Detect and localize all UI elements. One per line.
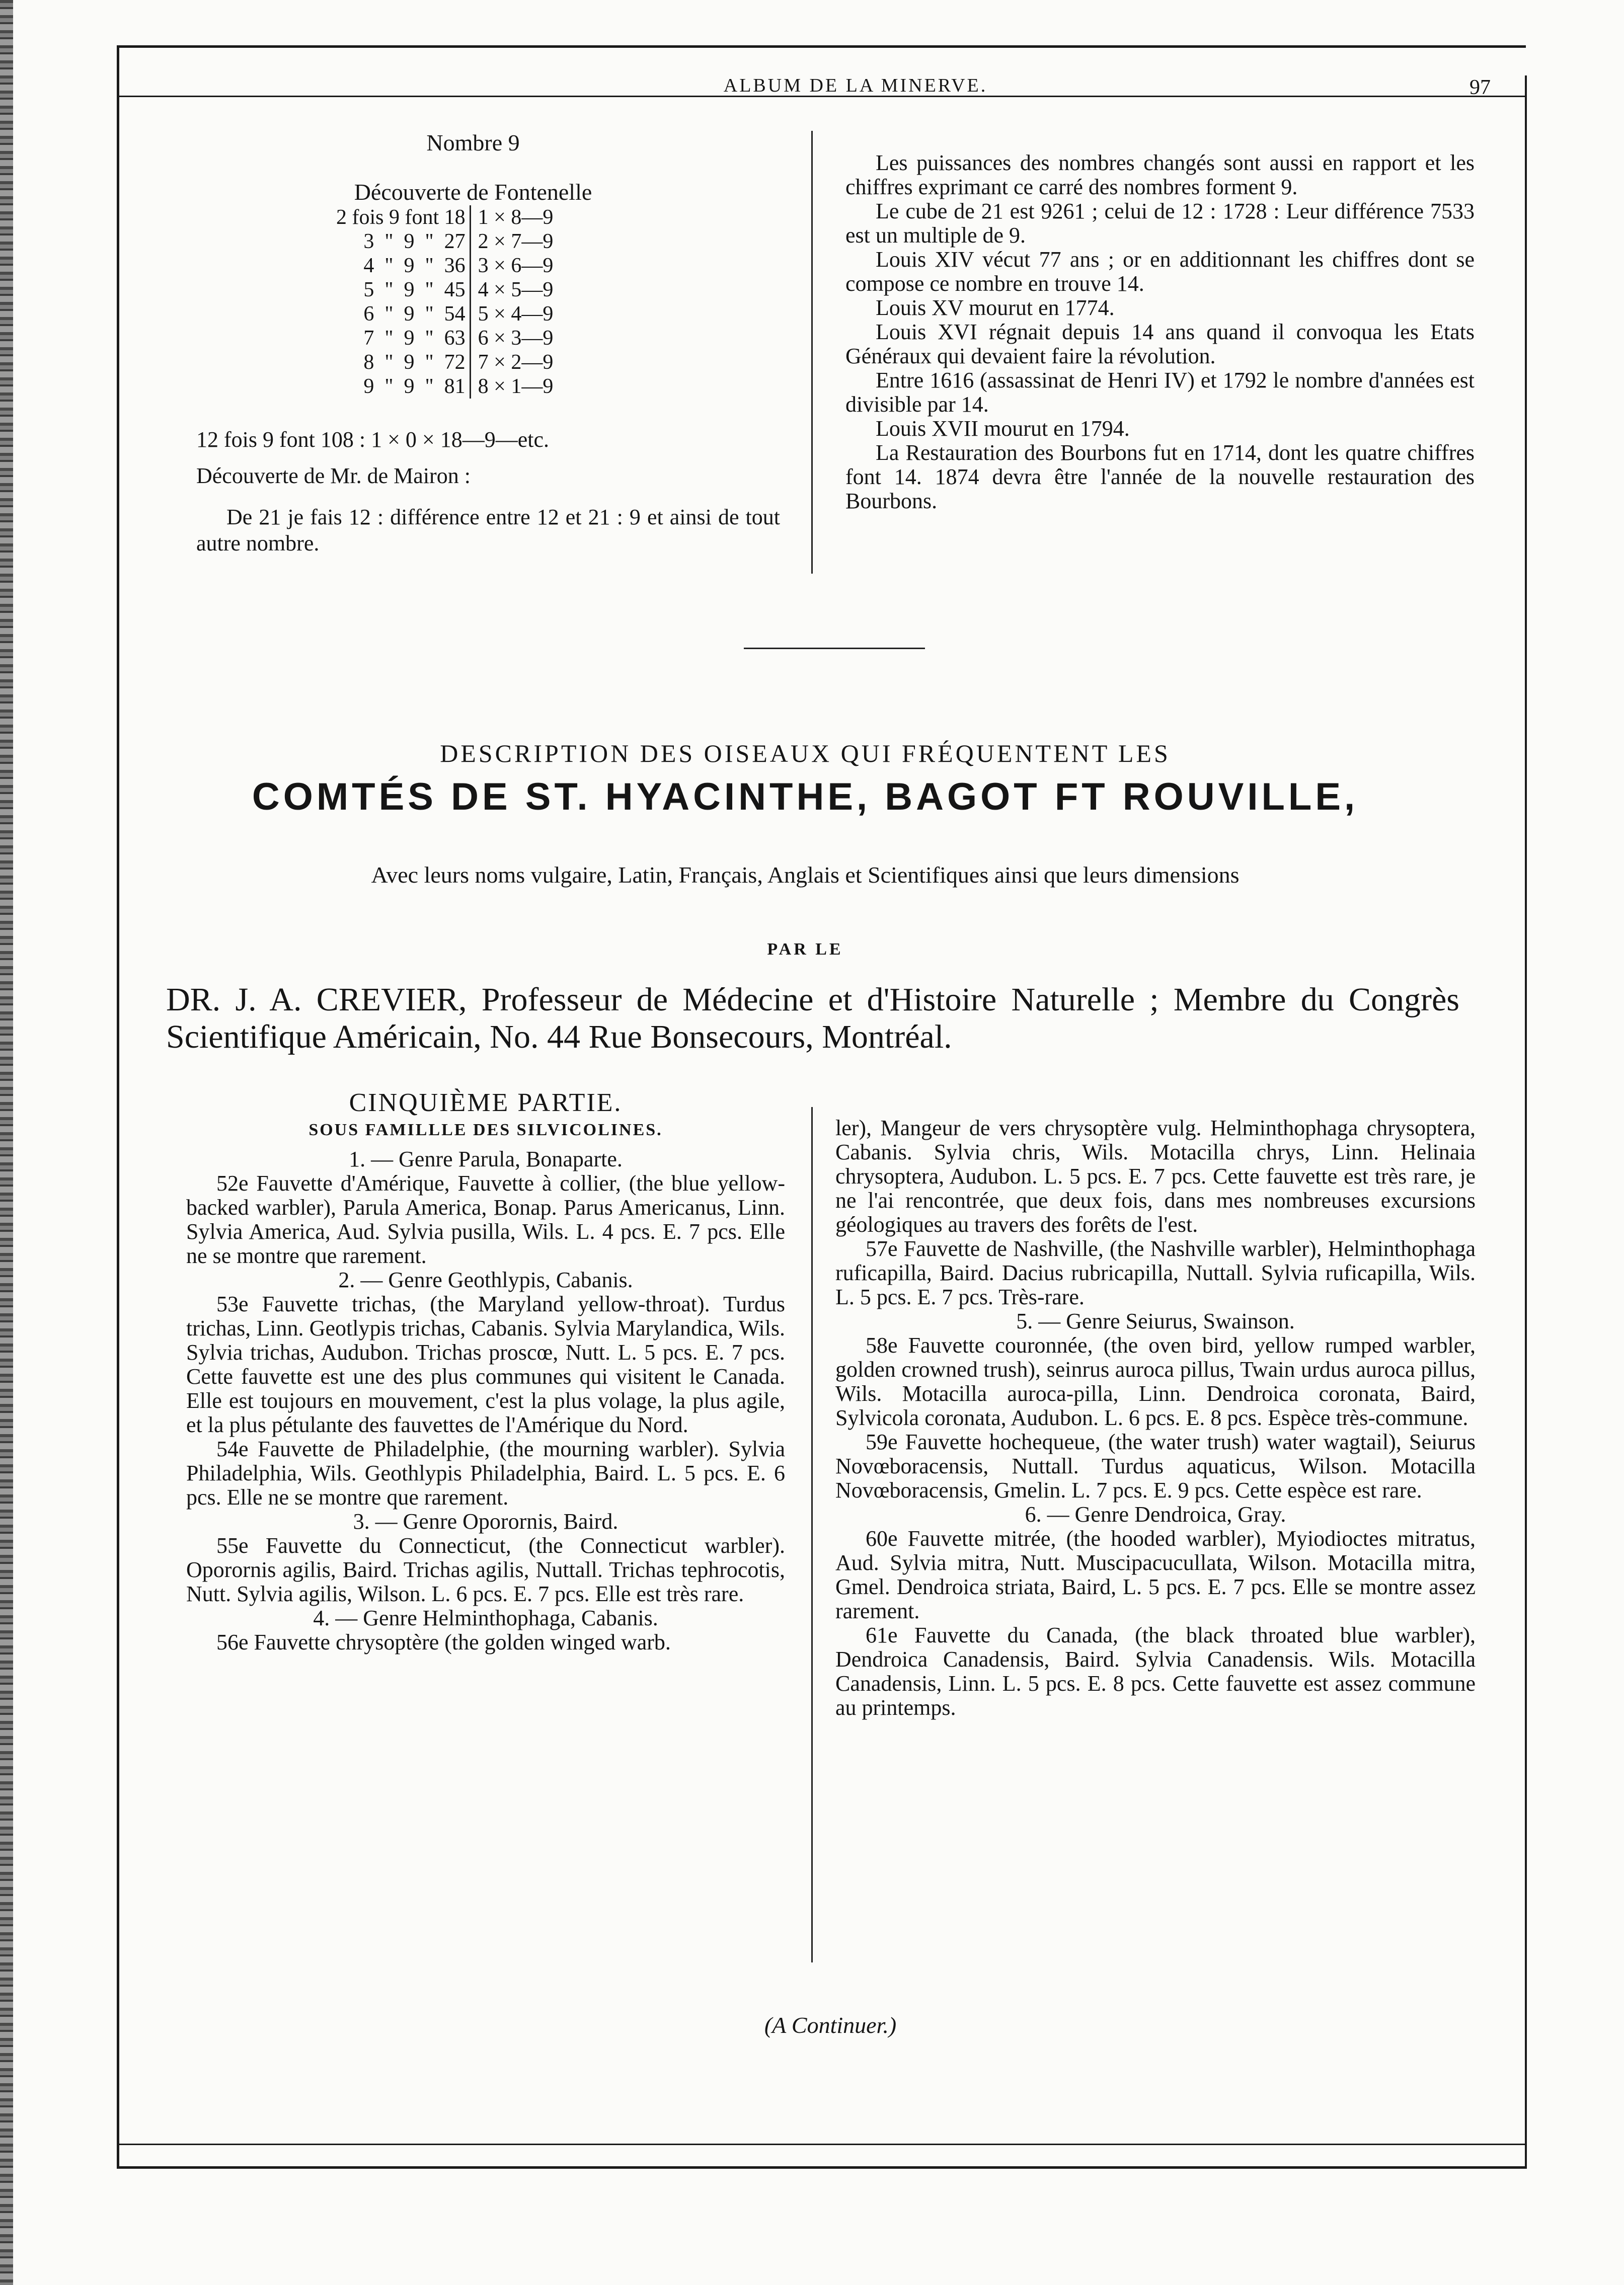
table-cell-right: 6 × 3—9 (470, 326, 557, 350)
nombre9-subtitle: Découverte de Fontenelle (354, 179, 592, 205)
section-separator (744, 648, 925, 649)
paragraph: Louis XIV vécut 77 ans ; or en additionnant les chiffres dont se compose ce nombre en trouve 14. (845, 247, 1475, 296)
line-12-fois: 12 fois 9 font 108 : 1 × 0 × 18—9—etc. (196, 427, 550, 452)
paragraph: Louis XV mourut en 1774. (876, 295, 1115, 320)
mairon-text: De 21 je fais 12 : différence entre 12 et 21 : 9 et ainsi de tout autre nombre. (196, 505, 780, 556)
table-row (332, 229, 557, 254)
frame-top-rule (117, 45, 1526, 48)
genre-heading: 6. — Genre Dendroica, Gray. (1025, 1502, 1286, 1527)
nombre9-heading (196, 130, 750, 205)
table-row (332, 205, 557, 229)
par-le: PAR LE (767, 940, 843, 959)
author-line: DR. J. A. CREVIER, Professeur de Médecine et d'Histoire Naturelle ; Membre du Congrès Scientifique Américain, No. 44 Rue Bonsecours, Montréal. (166, 981, 1459, 1055)
genre-heading: 3. — Genre Oporornis, Baird. (353, 1509, 618, 1534)
article-heading-line2: COMTÉS DE ST. HYACINTHE, BAGOT FT ROUVILLE, (252, 775, 1359, 818)
species-59: 59e Fauvette hochequeue, (the water trush) water wagtail), Seiurus Novœboracensis, Nuttall. Turdus aquaticus, Wilson. Motacilla Novœboracensis, Gmelin. L. 7 pcs. E. 9 pcs. Cette espèce est rare. (835, 1430, 1476, 1503)
table-cell-right: 5 × 4—9 (470, 302, 557, 326)
frame-bottom-rule (117, 2166, 1526, 2169)
species-57: 57e Fauvette de Nashville, (the Nashville warbler), Helminthophaga ruficapilla, Baird. Dacius rubricapilla, Nuttall. Sylvia ruficapilla, Wils. L. 5 pcs. E. 7 pcs. Très-rare. (835, 1236, 1476, 1309)
column-divider-bottom (811, 1107, 813, 1962)
fontenelle-table (332, 205, 557, 399)
column-divider-top (811, 131, 813, 574)
paragraph: Louis XVII mourut en 1794. (876, 416, 1130, 441)
to-be-continued: (A Continuer.) (764, 2012, 897, 2038)
species-58: 58e Fauvette couronnée, (the oven bird, yellow rumped warbler, golden crowned trush), seinrus auroca pillus, Twain urdus auroca pillus, Wils. Motacilla auroca-pilla, Linn. Dendroica coronata, Baird, Sylvicola coronata, Audubon. L. 6 pcs. E. 8 pcs. Espèce très-commune. (835, 1333, 1476, 1430)
species-56: 56e Fauvette chrysoptère (the golden winged warb. (216, 1630, 671, 1654)
table-cell-right: 2 × 7—9 (470, 229, 557, 254)
paragraph: La Restauration des Bourbons fut en 1714, dont les quatre chiffres font 14. 1874 devra être l'année de la nouvelle restauration des Bourbons. (845, 440, 1475, 513)
table-cell-right: 1 × 8—9 (470, 205, 557, 229)
table-cell-left: 4 " 9 " 36 (363, 254, 466, 277)
article-left-column (186, 1088, 785, 1654)
table-row (332, 278, 557, 302)
article-right-column (835, 1116, 1476, 1720)
part-title: CINQUIÈME PARTIE. (349, 1088, 623, 1117)
paragraph: Louis XVI régnait depuis 14 ans quand il convoqua les Etats Généraux qui devaient faire la révolution. (845, 320, 1475, 368)
genre-heading: 5. — Genre Seiurus, Swainson. (1016, 1309, 1295, 1333)
page-number: 97 (1470, 76, 1491, 99)
running-title: ALBUM DE LA MINERVE. (723, 75, 988, 96)
species-52: 52e Fauvette d'Amérique, Fauvette à collier, (the blue yellow-backed warbler), Parula America, Bonap. Parus Americanus, Linn. Sylvia America, Aud. Sylvia pusilla, Wils. L. 4 pcs. E. 7 pcs. Elle ne se montre que rarement. (186, 1171, 785, 1268)
species-56-continued: ler), Mangeur de vers chrysoptère vulg. Helminthophaga chrysoptera, Cabanis. Sylvia chris, Wils. Motacilla chrys, Linn. Helinaia chrysoptera, Audubon. L. 5 pcs. E. 7 pcs. Cette fauvette est très rare, je ne l'ai rencontrée, que deux fois, dans mes nombreuses excursions géologiques au travers des forêts de l'est. (835, 1116, 1476, 1237)
table-cell-left: 6 " 9 " 54 (363, 302, 466, 326)
table-cell-right: 3 × 6—9 (470, 254, 557, 278)
table-row (332, 302, 557, 326)
species-54: 54e Fauvette de Philadelphie, (the mourning warbler). Sylvia Philadelphia, Wils. Geothlypis Philadelphia, Baird. L. 5 pcs. E. 6 pcs. Elle ne se montre que rarement. (186, 1437, 785, 1510)
footer-rule (117, 2144, 1526, 2145)
genre-heading: 4. — Genre Helminthophaga, Cabanis. (313, 1606, 658, 1630)
table-cell-right: 4 × 5—9 (470, 278, 557, 302)
table-row (332, 254, 557, 278)
species-53: 53e Fauvette trichas, (the Maryland yellow-throat). Turdus trichas, Linn. Geotlypis trichas, Cabanis. Sylvia Marylandica, Wils. Sylvia trichas, Audubon. Trichas proscœ, Nutt. L. 5 pcs. E. 7 pcs. Cette fauvette est une des plus communes qui visitent le Canada. Elle est toujours en mouvement, c'est la plus volage, la plus agile, et la plus pétulante des fauvettes de l'Amérique du Nord. (186, 1292, 785, 1437)
table-cell-left: 2 fois 9 font 18 (336, 206, 466, 229)
mairon-heading: Découverte de Mr. de Mairon : (196, 463, 471, 488)
right-top-column (845, 151, 1475, 513)
paragraph: Le cube de 21 est 9261 ; celui de 12 : 1728 : Leur différence 7533 est un multiple de 9. (845, 199, 1475, 248)
table-cell-left: 5 " 9 " 45 (363, 278, 466, 301)
subfamily-title: SOUS FAMILLLE DES SILVICOLINES. (308, 1121, 663, 1139)
species-55: 55e Fauvette du Connecticut, (the Connecticut warbler). Oporornis agilis, Baird. Trichas agilis, Nuttall. Trichas tephrocotis, Nutt. Sylvia agilis, Wilson. L. 6 pcs. E. 7 pcs. Elle est très rare. (186, 1533, 785, 1606)
mairon-section (196, 427, 780, 557)
genre-heading: 2. — Genre Geothlypis, Cabanis. (338, 1268, 633, 1292)
article-heading-line1: DESCRIPTION DES OISEAUX QUI FRÉQUENTENT LES (440, 739, 1171, 767)
frame-left-rule (117, 45, 119, 2169)
table-cell-left: 8 " 9 " 72 (363, 351, 466, 374)
frame-right-rule (1525, 75, 1527, 2169)
table-cell-left: 7 " 9 " 63 (363, 327, 466, 350)
table-cell-right: 7 × 2—9 (470, 350, 557, 374)
species-61: 61e Fauvette du Canada, (the black throated blue warbler), Dendroica Canadensis, Baird. Sylvia Canadensis. Wils. Motacilla Canadensis, Linn. L. 5 pcs. E. 8 pcs. Cette fauvette est assez commune au printemps. (835, 1623, 1476, 1720)
table-cell-right: 8 × 1—9 (470, 374, 557, 399)
species-60: 60e Fauvette mitrée, (the hooded warbler), Myiodioctes mitratus, Aud. Sylvia mitra, Nutt. Muscipacucullata, Wilson. Motacilla mitra, Gmel. Dendroica striata, Baird, L. 5 pcs. E. 7 pcs. Elle se montre assez rarement. (835, 1526, 1476, 1623)
book-binding-edge (0, 0, 13, 2285)
table-row (332, 326, 557, 350)
nombre9-title: Nombre 9 (426, 130, 520, 155)
article-subheading: Avec leurs noms vulgaire, Latin, Français, Anglais et Scientifiques ainsi que leurs dimensions (371, 862, 1240, 888)
table-row (332, 350, 557, 374)
table-cell-left: 3 " 9 " 27 (363, 230, 466, 253)
genre-heading: 1. — Genre Parula, Bonaparte. (349, 1147, 623, 1171)
table-cell-left: 9 " 9 " 81 (363, 375, 466, 398)
paragraph: Entre 1616 (assassinat de Henri IV) et 1792 le nombre d'années est divisible par 14. (845, 368, 1475, 417)
table-row (332, 374, 557, 399)
paragraph: Les puissances des nombres changés sont aussi en rapport et les chiffres exprimant ce carré des nombres forment 9. (845, 150, 1475, 199)
